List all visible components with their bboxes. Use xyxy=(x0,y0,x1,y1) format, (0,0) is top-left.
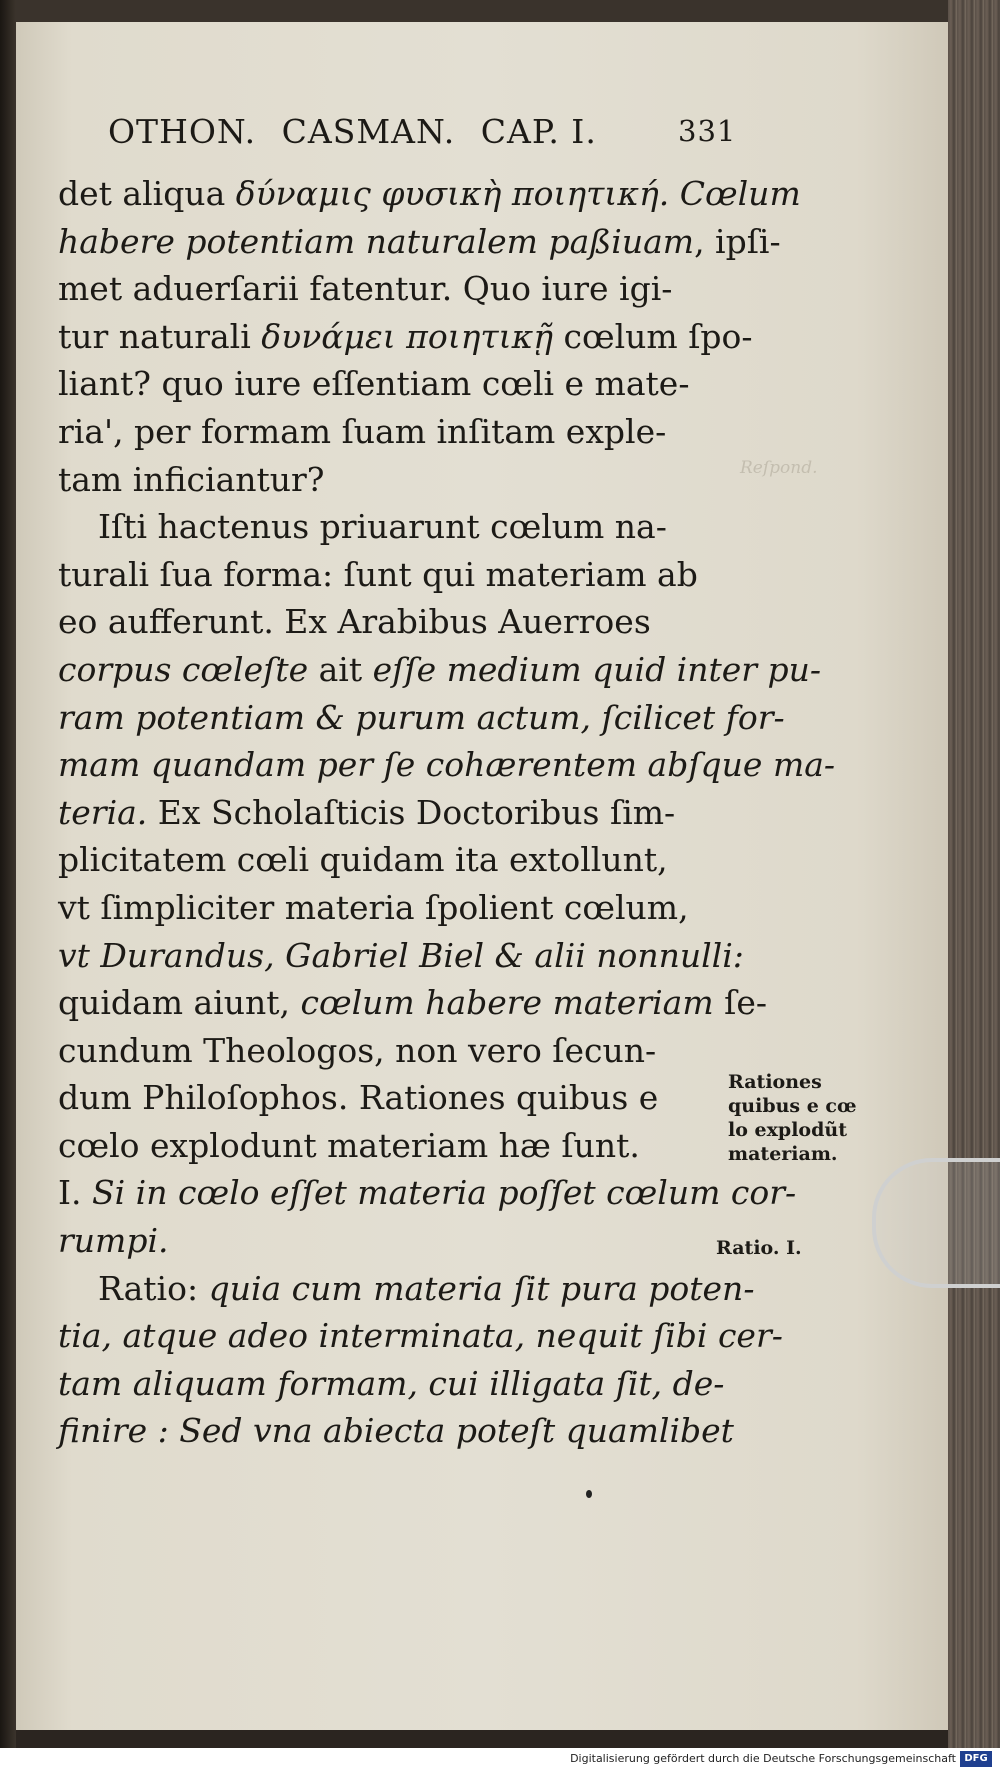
roman-text-run: cundum Theologos, non vero ſecun- xyxy=(58,1030,657,1070)
roman-text-run: met aduerſarii fatentur. Quo iure igi- xyxy=(58,269,673,309)
roman-text-run: cœlo explodunt materiam hæ ſunt. xyxy=(58,1125,640,1165)
text-line xyxy=(58,1074,722,1122)
text-line xyxy=(58,265,722,313)
text-line xyxy=(58,1169,797,1217)
text-line xyxy=(58,694,785,742)
roman-text-run: quidam aiunt, xyxy=(58,983,301,1023)
italic-text-run: finire : Sed vna abiecta poteſt quamlibet xyxy=(58,1411,734,1451)
roman-text-run: tur naturali xyxy=(58,316,262,356)
bleed-through-note: Reſpond. xyxy=(740,458,818,478)
roman-text-run: ait xyxy=(308,649,373,689)
margin-note-line: materiam. xyxy=(728,1143,838,1165)
roman-text-run: , ipſi- xyxy=(694,221,781,261)
book-fore-edge xyxy=(948,0,1000,1772)
page-number: 331 xyxy=(678,114,737,148)
roman-text-run: vt ſimpliciter materia ſpolient cœlum, xyxy=(58,887,689,927)
roman-text-run: eo aufferunt. Ex Arabibus Auerroes xyxy=(58,602,651,642)
running-header xyxy=(108,112,737,151)
scan-top-edge xyxy=(0,0,1000,22)
text-line xyxy=(58,456,722,504)
dfg-logo: DFG xyxy=(960,1751,992,1767)
header-chapter: CAP. I. xyxy=(480,112,597,151)
text-line xyxy=(58,170,801,218)
text-line xyxy=(58,1217,722,1265)
roman-text-run: cœlum ſpo- xyxy=(553,316,753,356)
text-line xyxy=(58,1265,755,1313)
scan-left-edge xyxy=(0,0,16,1772)
italic-text-run: tam aliquam formam, cui illigata ſit, de- xyxy=(58,1363,725,1403)
italic-text-run: Si in cœlo eſſet materia poſſet cœlum cor- xyxy=(92,1173,797,1213)
margin-note-line: quibus e cœ xyxy=(728,1095,857,1117)
header-author-first: OTHON. xyxy=(108,112,257,151)
text-line xyxy=(58,646,822,694)
margin-note-line: Rationes xyxy=(728,1071,822,1093)
italic-text-run: vt Durandus, Gabriel Biel & alii nonnulli: xyxy=(58,935,744,975)
ink-speck xyxy=(586,1490,592,1498)
text-line xyxy=(58,598,722,646)
roman-text-run: I. xyxy=(58,1173,93,1213)
italic-text-run: δυνάμει ποιητικῇ xyxy=(261,316,554,356)
roman-text-run: tam inficiantur? xyxy=(58,459,325,499)
text-line xyxy=(58,932,744,980)
roman-text-run: det aliqua xyxy=(58,174,236,213)
roman-text-run: Iſti hactenus priuarunt cœlum na- xyxy=(98,507,667,547)
italic-text-run: tia, atque adeo interminata, nequit ſibi cer- xyxy=(58,1316,783,1356)
italic-text-run: quia cum materia ſit pura poten- xyxy=(208,1268,755,1308)
italic-text-run: ram potentiam & purum actum, ſcilicet for- xyxy=(58,697,785,737)
margin-note-ratio-one: Ratio. I. xyxy=(716,1237,802,1259)
roman-text-run: Ex Scholaſticis Doctoribus ſim- xyxy=(147,792,676,832)
margin-note-line: lo explodũt xyxy=(728,1119,847,1141)
italic-text-run: cœlum habere materiam xyxy=(300,983,714,1023)
text-line xyxy=(58,360,722,408)
text-line xyxy=(58,1407,734,1455)
roman-text-run: turali ſua forma: ſunt qui materiam ab xyxy=(58,554,698,594)
text-line xyxy=(58,979,768,1027)
text-line xyxy=(58,313,753,361)
header-author-last: CASMAN. xyxy=(281,112,456,151)
roman-text-run: liant? quo iure eſſentiam cœli e mate- xyxy=(58,364,690,404)
roman-text-run: plicitatem cœli quidam ita extollunt, xyxy=(58,840,668,880)
text-line xyxy=(58,551,722,599)
italic-text-run: δύναμις φυσικὴ ποιητική. Cœlum xyxy=(235,174,801,213)
text-line xyxy=(58,1360,725,1408)
italic-text-run: corpus cœleſte xyxy=(58,649,309,689)
text-line xyxy=(58,884,722,932)
text-line xyxy=(58,1122,722,1170)
text-line xyxy=(58,1027,722,1075)
margin-note-rationes xyxy=(728,1070,857,1166)
text-line xyxy=(58,408,722,456)
italic-text-run: eſſe medium quid inter pu- xyxy=(372,649,822,689)
roman-text-run: ria', per formam ſuam inſitam exple- xyxy=(58,411,667,451)
page-clip xyxy=(872,1158,1000,1288)
roman-text-run: dum Philoſophos. Rationes quibus e xyxy=(58,1078,659,1118)
text-line xyxy=(58,789,722,837)
italic-text-run: teria. xyxy=(58,792,148,832)
text-line xyxy=(58,218,781,266)
text-line xyxy=(58,741,836,789)
roman-text-run: ſe- xyxy=(713,983,768,1023)
text-line xyxy=(58,503,722,551)
text-line xyxy=(58,836,722,884)
italic-text-run: habere potentiam naturalem paßiuam xyxy=(58,221,695,261)
italic-text-run: mam quandam per ſe cohærentem abſque ma- xyxy=(58,745,836,785)
italic-text-run: rumpi. xyxy=(58,1221,169,1261)
text-line xyxy=(58,1312,783,1360)
digitization-credit: Digitalisierung gefördert durch die Deutsche Forschungsgemeinschaft xyxy=(570,1752,956,1765)
roman-text-run: Ratio: xyxy=(98,1268,209,1308)
